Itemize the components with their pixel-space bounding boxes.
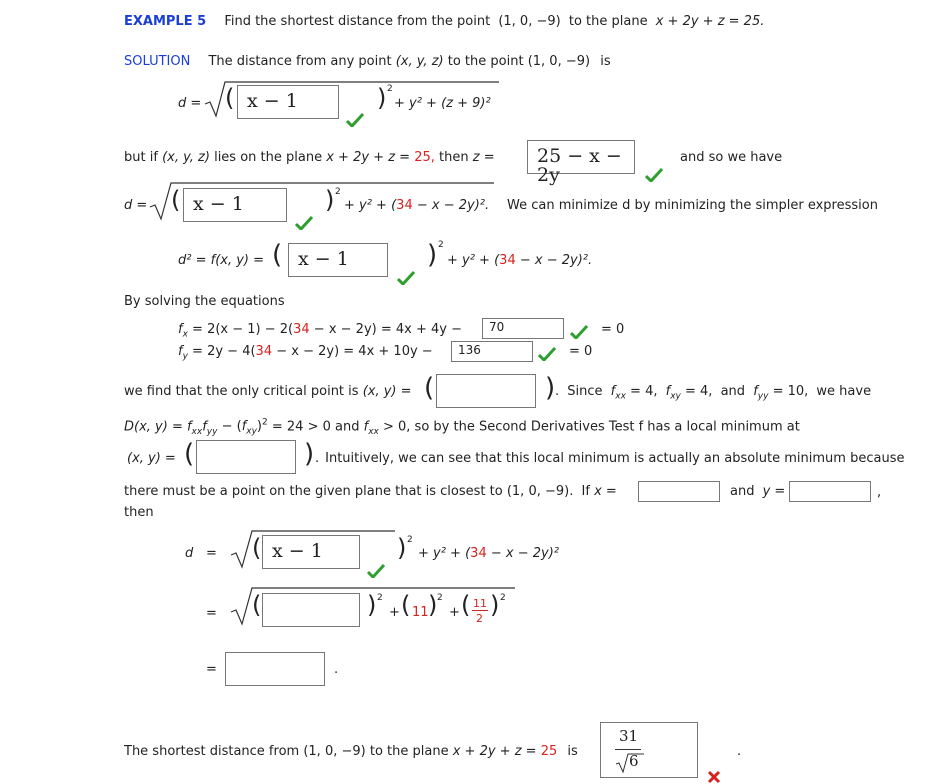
fy-equation — [178, 344, 433, 362]
fxx-val: = 4, — [630, 384, 658, 399]
final-rest1-pre: + y² + ( — [418, 546, 471, 561]
closest-comma: , — [877, 485, 882, 500]
closest-y-eq: y = — [762, 484, 786, 499]
eq2-answer-box[interactable]: x − 1 — [183, 188, 287, 222]
final-eq3: = — [206, 662, 217, 677]
local-min-answer-box[interactable] — [196, 440, 296, 474]
eq2-tail: We can minimize d by minimizing the simpler expression — [507, 198, 878, 213]
eq2-rest-post: − x − 2y)². — [416, 198, 490, 213]
fxy-val: = 4, — [685, 384, 713, 399]
fy-red: 34 — [255, 344, 273, 359]
fyy-sub: yy — [757, 391, 769, 402]
final-close-paren-4: ) — [490, 591, 500, 619]
eq3-close-paren: ) — [427, 240, 438, 270]
problem-text: Find the shortest distance from the point — [224, 14, 491, 29]
final-open-paren-3: ( — [401, 591, 411, 619]
final-check-icon — [367, 564, 385, 578]
eq1-rest: + y² + (z + 9)² — [394, 96, 491, 111]
fy-eq: = 2y − 4( — [192, 344, 256, 359]
intuitively-body: Intuitively, we can see that this local minimum is actually an absolute minimum because — [325, 451, 905, 466]
eq3-rest — [447, 253, 592, 268]
problem-mid-text: to the plane — [568, 14, 648, 29]
problem-statement — [124, 14, 764, 29]
final-open-paren-2: ( — [252, 591, 262, 619]
plane-line-z-eq: z = — [472, 150, 495, 165]
final-answer-box-2[interactable] — [262, 593, 360, 627]
closest-line — [124, 484, 617, 499]
problem-point: (1, 0, −9) — [498, 14, 561, 29]
solution-intro-text: The distance from any point — [208, 54, 392, 69]
answer-point: (1, 0, −9) — [303, 744, 366, 759]
eq1-open-paren: ( — [225, 84, 235, 112]
fxx-label: f — [610, 384, 616, 399]
distance-answer-box[interactable] — [600, 722, 698, 778]
solution-xyz: (x, y, z) — [395, 54, 444, 69]
eq3-answer-box[interactable]: x − 1 — [288, 243, 388, 277]
fx-check-icon — [570, 325, 588, 339]
answer-to-plane: to the plane — [369, 744, 449, 759]
final-dot: . — [334, 662, 339, 677]
final-close-paren-3: ) — [428, 591, 438, 619]
critical-line — [124, 384, 412, 399]
critical-answer-box[interactable] — [436, 374, 536, 408]
intuitively-text: . Intuitively, we can see that this local minimum is actually an absolute minimum because — [315, 451, 905, 466]
answer-is: is — [567, 744, 578, 759]
final-answer-box-1[interactable]: x − 1 — [262, 535, 360, 569]
fx-tail: = 0 — [601, 322, 625, 337]
final-exp-4: 2 — [500, 593, 506, 603]
solution-label: SOLUTION — [124, 54, 191, 69]
eq2-rest-red: 34 — [396, 198, 413, 213]
final-frac-num: 11 — [473, 597, 487, 610]
z-answer-box[interactable]: 25 − x − 2y — [527, 140, 635, 174]
dtest-d: D(x, y) = f — [124, 419, 192, 435]
eq1-exponent: 2 — [387, 84, 393, 94]
final-plus-1: + — [389, 605, 400, 620]
solving-intro: By solving the equations — [124, 294, 285, 309]
critical-close-paren: ) — [545, 373, 556, 403]
x-answer-input[interactable] — [638, 481, 720, 502]
fx-red: 34 — [293, 322, 310, 337]
fy-answer-box[interactable]: 136 — [451, 341, 533, 362]
since-text: Since — [567, 384, 603, 399]
answer-cross-icon — [707, 770, 721, 784]
eq2-exponent: 2 — [335, 187, 341, 197]
eq1-lhs: d = — [178, 96, 202, 111]
answer-dot: . — [737, 744, 742, 759]
plane-line-post: and so we have — [680, 150, 783, 165]
answer-num: 31 — [619, 727, 639, 745]
final-exp-1: 2 — [407, 535, 413, 545]
fy-sub: y — [182, 351, 188, 362]
eq2-lhs: d = — [124, 198, 148, 213]
fx-mid: − x − 2y) = 4x + 4y − — [313, 322, 462, 337]
fx-equation — [178, 322, 462, 340]
dtest-line: D(x, $y) = f_{xx}f_{yy} - (f_{xy})^2 = 24 > 0$ and $f_{xx} > 0$, so by the Second Derivatives Test f has a local minimum at — [124, 418, 800, 437]
final-close-paren-1: ) — [397, 534, 407, 562]
z-check-icon — [645, 168, 663, 182]
plane-line-pre: but if — [124, 150, 158, 165]
closest-x-eq: x = — [594, 484, 617, 499]
critical-since: . Since $f_{xx} = 4$, $f_{xy} = 4$, and $f_{yy} = 10$, we have — [555, 384, 872, 402]
critical-open-paren: ( — [424, 373, 435, 403]
final-close-paren-2: ) — [367, 591, 377, 619]
answer-plane: x + 2y + z = — [452, 744, 537, 759]
fy-lhs: f — [178, 344, 183, 359]
fy-mid: − x − 2y) = 4x + 10y − — [276, 344, 433, 359]
closest-text: there must be a point on the given plane that is closest to — [124, 484, 503, 499]
fxy-sub: xy — [670, 391, 681, 402]
fy-tail: = 0 — [569, 344, 593, 359]
eq3-exponent: 2 — [438, 240, 444, 250]
answer-plane-rhs: 25 — [540, 744, 558, 759]
plane-line-then: then — [439, 150, 469, 165]
final-rest-1 — [418, 546, 559, 561]
eq1-answer-box[interactable]: x − 1 — [237, 85, 339, 119]
plane-line — [124, 150, 495, 165]
final-exp-2: 2 — [377, 593, 383, 603]
final-d: d — [185, 546, 194, 561]
final-rest1-red: 34 — [470, 546, 487, 561]
and-text: and — [720, 384, 746, 399]
final-open-paren-4: ( — [461, 591, 471, 619]
eq1-check-icon — [346, 113, 364, 127]
we-have-text: we have — [816, 384, 872, 399]
solution-to-point: to the point — [447, 54, 524, 69]
plane-line-lies: lies on the plane — [214, 150, 323, 165]
eq2-open-paren: ( — [171, 186, 181, 214]
critical-xy: (x, y) = — [362, 384, 412, 399]
eq2-check-icon — [295, 216, 313, 230]
final-answer-box-3[interactable] — [225, 652, 325, 686]
closest-and — [730, 484, 785, 499]
eq3-open-paren: ( — [272, 240, 283, 270]
example-label: EXAMPLE 5 — [124, 14, 207, 29]
eq3-rest-post: − x − 2y)². — [519, 253, 593, 268]
dtest-rest: = 24 > 0 and — [271, 419, 360, 435]
answer-den: 6 — [629, 752, 639, 770]
final-eq2: = — [206, 606, 217, 621]
plane-line-rhs: 25, — [414, 150, 435, 165]
fyy-val: = 10, — [772, 384, 809, 399]
final-frac-den: 2 — [476, 612, 483, 625]
fx-sub: x — [182, 329, 188, 340]
dtest-rest2: > 0, so by the Second Derivatives Test f has a local minimum at — [382, 419, 800, 435]
fx-lhs: f — [178, 322, 183, 337]
fx-answer-box[interactable]: 70 — [482, 318, 564, 339]
fy-check-icon — [538, 347, 556, 361]
critical-text: we find that the only critical point is — [124, 384, 359, 399]
fxy-label: f — [665, 384, 671, 399]
answer-text: The shortest distance from — [124, 744, 300, 759]
final-exp-3: 2 — [437, 593, 443, 603]
final-eq1: = — [206, 546, 217, 561]
eq2-rest — [344, 198, 489, 213]
eq3-rest-pre: + y² + ( — [447, 253, 500, 268]
eq3-lhs: d² = f(x, y) = — [178, 253, 265, 268]
dtest-xy: (x, y) = — [127, 451, 176, 466]
problem-plane: x + 2y + z = 25. — [655, 14, 765, 29]
answer-frac-bar — [615, 749, 641, 750]
eq1-close-paren: ) — [377, 84, 387, 112]
fxx-sub: xx — [615, 391, 626, 402]
solution-intro — [124, 54, 611, 69]
eq3-check-icon — [397, 271, 415, 285]
eq2-close-paren: ) — [325, 186, 335, 214]
closest-if: If — [581, 484, 590, 499]
plane-line-eq: x + 2y + z = — [326, 150, 411, 165]
eq3-rest-red: 34 — [499, 253, 516, 268]
closest-and-text: and — [730, 484, 755, 499]
closest-then: then — [124, 505, 154, 520]
final-open-paren-1: ( — [252, 534, 262, 562]
fx-eq: = 2(x − 1) − 2( — [192, 322, 294, 337]
solution-is: is — [600, 54, 611, 69]
fyy-label: f — [753, 384, 758, 399]
plane-line-xyz: (x, y, z) — [162, 150, 210, 165]
closest-point: (1, 0, −9). — [506, 484, 574, 499]
dtest-close-paren: ) — [304, 439, 315, 469]
final-val-11: 11 — [412, 605, 429, 620]
final-plus-2: + — [449, 605, 460, 620]
y-answer-input[interactable] — [789, 481, 871, 502]
final-rest1-post: − x − 2y)² — [490, 546, 559, 561]
answer-line — [124, 744, 578, 759]
solution-point: (1, 0, −9) — [527, 54, 591, 69]
eq2-rest-pre: + y² + ( — [344, 198, 397, 213]
dtest-open-paren: ( — [184, 439, 195, 469]
